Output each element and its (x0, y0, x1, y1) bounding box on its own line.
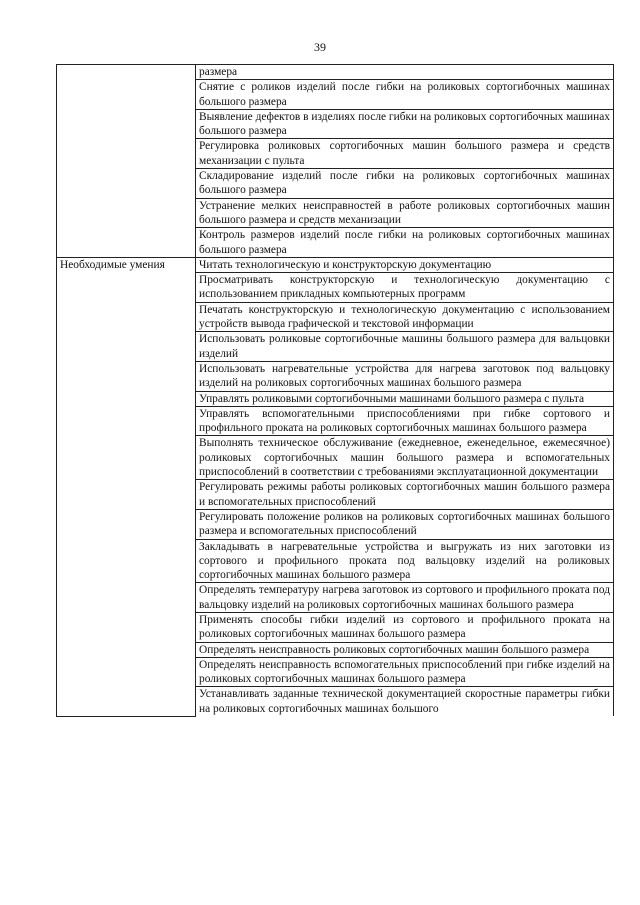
table-cell: Снятие с роликов изделий после гибки на роликовых сортогибочных машинах большого размера (196, 80, 614, 110)
table-cell: Просматривать конструкторскую и технологическую документацию с использованием прикладных компьютерных программ (196, 273, 614, 303)
table-cell: Регулировать режимы работы роликовых сортогибочных машин большого размера и вспомогательных приспособлений (196, 480, 614, 510)
table-cell: Определять неисправность роликовых сортогибочных машин большого размера (196, 642, 614, 657)
table-cell: Закладывать в нагревательные устройства и выгружать из них заготовки из сортового и профильного проката под вальцовку изделий на роликовых сортогибочных машинах большого размера (196, 539, 614, 583)
table-cell: Складирование изделий после гибки на роликовых сортогибочных машинах большого размера (196, 169, 614, 199)
table-cell: Устранение мелких неисправностей в работе роликовых сортогибочных машин большого размера и средств механизации (196, 198, 614, 228)
table-cell: Выполнять техническое обслуживание (ежедневное, еженедельное, ежемесячное) роликовых сортогибочных машин большого размера и вспомогательных приспособлений в соответствии с требованиями эксплуатационной документации (196, 436, 614, 480)
table-cell: Печатать конструкторскую и технологическую документацию с использованием устройств вывода графической и текстовой информации (196, 302, 614, 332)
table-cell: Применять способы гибки изделий из сортового и профильного проката на роликовых сортогибочных машинах большого размера (196, 612, 614, 642)
table-cell: Определять неисправность вспомогательных приспособлений при гибке изделий на роликовых сортогибочных машинах большого размера (196, 657, 614, 687)
table-cell: Использовать роликовые сортогибочные машины большого размера для вальцовки изделий (196, 332, 614, 362)
table-cell: Регулировать положение роликов на роликовых сортогибочных машинах большого размера и вспомогательных приспособлений (196, 509, 614, 539)
table-cell: размера (196, 65, 614, 80)
table-cell: Управлять вспомогательными приспособлениями при гибке сортового и профильного проката на роликовых сортогибочных машинах большого размера (196, 406, 614, 436)
table-row (57, 257, 614, 272)
table-row (57, 65, 614, 80)
page-number: 39 (314, 40, 326, 54)
table-cell: Контроль размеров изделий после гибки на роликовых сортогибочных машинах большого размера (196, 228, 614, 258)
table-cell: Читать технологическую и конструкторскую документацию (196, 257, 614, 272)
table-cell: Устанавливать заданные технической документацией скоростные параметры гибки на роликовых сортогибочных машинах большого (196, 687, 614, 716)
table-cell: Использовать нагревательные устройства для нагрева заготовок под вальцовку изделий на роликовых сортогибочных машинах большого размера (196, 361, 614, 391)
table-cell: Выявление дефектов в изделиях после гибки на роликовых сортогибочных машинах большого размера (196, 109, 614, 139)
table-cell: Определять температуру нагрева заготовок из сортового и профильного проката под вальцовку изделий на роликовых сортогибочных машинах большого размера (196, 583, 614, 613)
empty-label-cell (57, 65, 196, 258)
skills-label: Необходимые умения (57, 257, 196, 716)
table-cell: Управлять роликовыми сортогибочными машинами большого размера с пульта (196, 391, 614, 406)
table-cell: Регулировка роликовых сортогибочных машин большого размера и средств механизации с пульта (196, 139, 614, 169)
requirements-table (56, 64, 614, 717)
